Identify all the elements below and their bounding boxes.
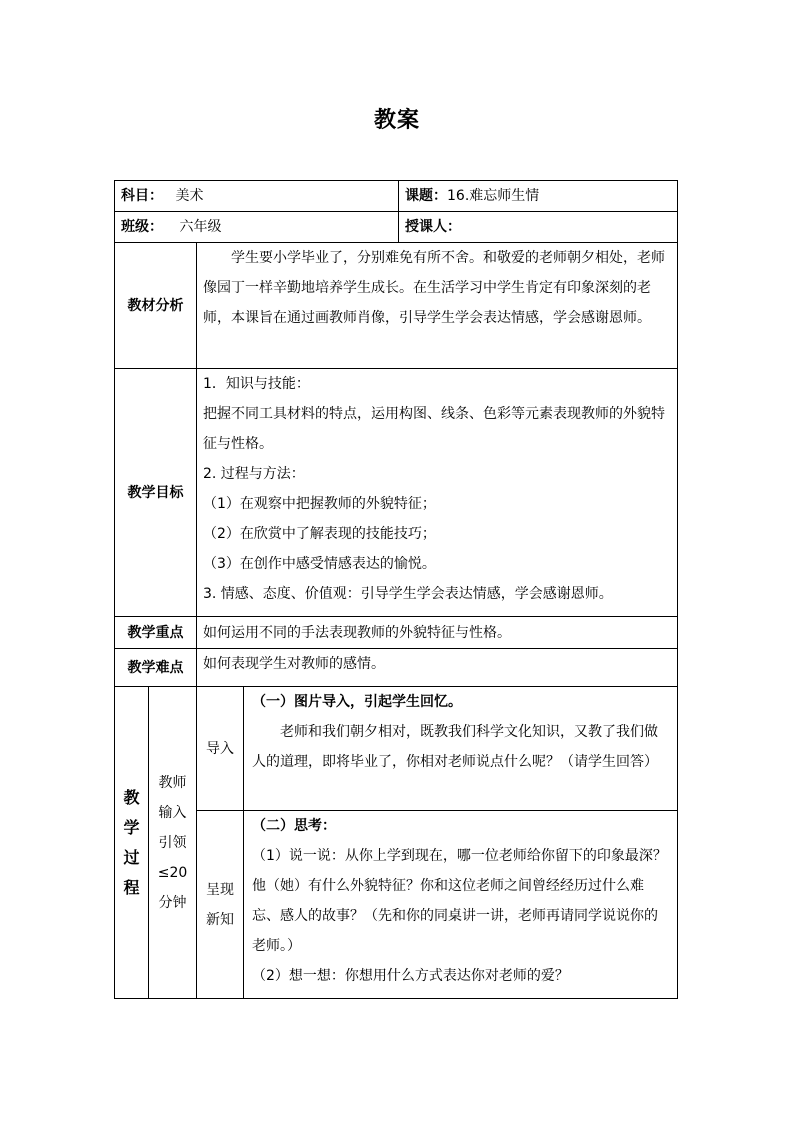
- stage-new-line: 新知: [206, 911, 234, 928]
- goals-row: [115, 369, 678, 617]
- lesson-value: 16.难忘师生情: [447, 188, 540, 204]
- class-cell: [115, 212, 399, 243]
- analysis-label: 教材分析: [115, 243, 197, 369]
- analysis-row: [115, 243, 678, 369]
- key-point-row: [115, 617, 678, 649]
- lesson-plan-table: [114, 180, 678, 999]
- key-point-text: 如何运用不同的手法表现教师的外貌特征与性格。: [197, 617, 678, 649]
- goals-line: （3）在创作中感受情感表达的愉悦。: [203, 556, 436, 572]
- analysis-text: 学生要小学毕业了，分别难免有所不舍。和敬爱的老师朝夕相处，老师像园丁一样辛勤地培养学生成长。在生活学习中学生肯定有印象深刻的老师，本课旨在通过画教师肖像，引导学生学会表达情感，学会感谢恩师。: [197, 243, 678, 369]
- class-label: 班级：: [121, 219, 163, 235]
- new-content: [244, 811, 678, 999]
- header-row-1: [115, 181, 678, 212]
- goals-line: （2）在欣赏中了解表现的技能技巧；: [203, 526, 436, 542]
- teacher-input-label: [149, 687, 197, 999]
- key-point-label: 教学重点: [115, 617, 197, 649]
- goals-text: [197, 369, 678, 617]
- teacher-input-line: 教师: [158, 774, 187, 791]
- process-char: 教: [123, 787, 140, 807]
- teacher-input-line: 输入: [158, 804, 187, 821]
- new-item-2: （2）想一想：你想用什么方式表达你对老师的爱？: [252, 968, 569, 984]
- subject-value: 美术: [175, 188, 204, 204]
- new-item-1: （1）说一说：从你上学到现在，哪一位老师给你留下的印象最深？他（她）有什么外貌特征？你和这位老师之间曾经经历过什么难忘、感人的故事？（先和你的同桌讲一讲，老师再请同学说说你的老师。）: [252, 848, 667, 954]
- goals-label: 教学目标: [115, 369, 197, 617]
- subject-label: 科目：: [121, 188, 163, 204]
- goals-line: （1）在观察中把握教师的外貌特征；: [203, 496, 436, 512]
- process-char: 程: [123, 877, 140, 897]
- header-row-2: [115, 212, 678, 243]
- stage-new-line: 呈现: [206, 881, 234, 898]
- teacher-input-line: ≤20: [157, 864, 188, 881]
- stage-intro-label: 导入: [197, 687, 244, 811]
- goals-line: 1．知识与技能：: [203, 376, 310, 392]
- teacher-label: 授课人：: [405, 219, 462, 235]
- intro-content: [244, 687, 678, 811]
- goals-line: 2. 过程与方法：: [203, 466, 305, 482]
- class-value: 六年级: [179, 219, 222, 235]
- process-new-row: [115, 811, 678, 999]
- lesson-cell: [399, 181, 678, 212]
- difficulty-text: 如何表现学生对教师的感情。: [197, 649, 678, 687]
- subject-cell: [115, 181, 399, 212]
- process-intro-row: [115, 687, 678, 811]
- process-label: [115, 687, 149, 999]
- new-heading: （二）思考：: [252, 818, 336, 834]
- difficulty-label: 教学难点: [115, 649, 197, 687]
- page-title: 教案: [373, 108, 420, 133]
- goals-line: 把握不同工具材料的特点，运用构图、线条、色彩等元素表现教师的外貌特征与性格。: [203, 406, 665, 452]
- process-char: 学: [123, 817, 140, 837]
- lesson-label: 课题：: [405, 188, 448, 204]
- teacher-cell: [399, 212, 678, 243]
- stage-new-label: [197, 811, 244, 999]
- teacher-input-line: 分钟: [158, 894, 187, 911]
- goals-line: 3. 情感、态度、价值观：引导学生学会表达情感，学会感谢恩师。: [203, 586, 613, 602]
- teacher-input-line: 引领: [158, 834, 187, 851]
- intro-heading: （一）图片导入，引起学生回忆。: [252, 694, 462, 710]
- intro-text: 老师和我们朝夕相对，既教我们科学文化知识，又教了我们做人的道理，即将毕业了，你相对老师说点什么呢？（请学生回答）: [252, 724, 658, 770]
- process-char: 过: [123, 847, 140, 867]
- difficulty-row: [115, 649, 678, 687]
